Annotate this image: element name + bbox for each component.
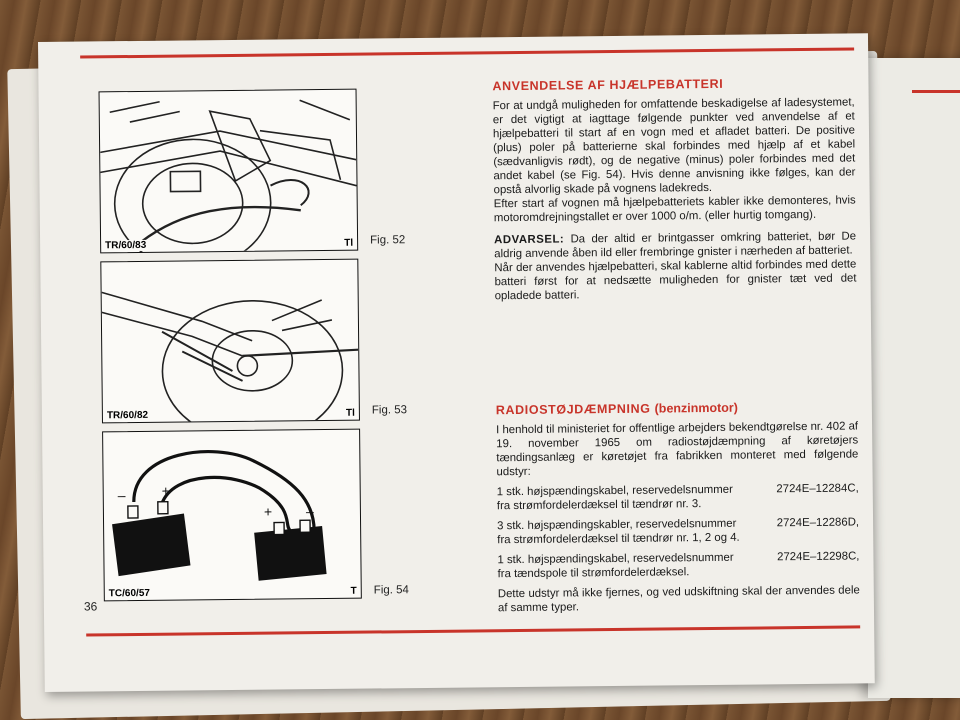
warning-text: Da der altid er brintgasser omkring batteriet, bør De aldrig anvende åben ild eller frembringe gnister i nærheden af batteriet. xyxy=(494,230,857,261)
warning-paragraph-2: Når der anvendes hjælpebatteri, skal kablerne altid forbindes med dette batteri først for at nedsætte muligheden for gnister tæt ved det opladede batteri. xyxy=(494,258,857,303)
figure-53-mark: Tl xyxy=(345,407,355,419)
section2-heading xyxy=(496,399,858,417)
right-page-edge xyxy=(868,58,960,698)
section2-heading-sub: (benzinmotor) xyxy=(654,400,739,416)
section-radiostoejdaempning xyxy=(496,399,860,615)
top-red-rule xyxy=(80,47,854,58)
jumper-cable-batteries-illustration xyxy=(103,430,361,601)
figure-54 xyxy=(102,429,362,602)
battery1-minus-sign: – xyxy=(117,487,126,504)
figure-52 xyxy=(99,89,359,254)
right-page-red-rule xyxy=(912,90,960,93)
part-2-text: 3 stk. højspændingskabler, reservedelsnummer xyxy=(497,517,737,533)
section2-intro: I henhold til ministeriet for offentlige arbejders bekendtgørelse nr. 402 af 19. november 1965 om radiostøjdæmpning af køretøjers tændingsanlæg er køretøjet fra fabrikken monteret med følgende udstyr: xyxy=(496,420,859,479)
battery2-plus-sign: + xyxy=(263,503,273,520)
section1-heading: ANVENDELSE AF HJÆLPEBATTERI xyxy=(492,76,724,94)
battery2-minus-sign: – xyxy=(305,503,314,520)
figure-54-mark: T xyxy=(350,585,357,597)
section-hjaelpebatteri xyxy=(492,75,856,303)
figure-52-code: TR/60/83 xyxy=(105,239,147,252)
part-3-detail: fra tændspole til strømfordelerdæksel. xyxy=(497,566,690,581)
section1-paragraph-2: Efter start af vognen må hjælpebatteriets kabler ikke demonteres, hvis motoromdrejningstallet er over 1000 o/m. (eller hurtig tomgang). xyxy=(493,194,856,225)
figure-54-caption: Fig. 54 xyxy=(373,584,409,597)
axle-cable-illustration-53 xyxy=(101,260,359,423)
manual-page xyxy=(38,33,875,692)
section2-closing: Dette udstyr må ikke fjernes, og ved udskiftning skal der anvendes dele af samme typer. xyxy=(497,584,860,615)
part-2-detail: fra strømfordelerdæksel til tændrør nr. 1, 2 og 4. xyxy=(497,531,740,547)
battery1-plus-sign: + xyxy=(161,482,170,499)
figure-53-caption: Fig. 53 xyxy=(371,404,408,417)
part-2-number: 2724E–12286D, xyxy=(776,516,860,530)
figure-53-code: TR/60/82 xyxy=(106,409,149,422)
part-1-detail: fra strømfordelerdæksel til tændrør nr. 3. xyxy=(496,498,702,513)
figure-54-code: TC/60/57 xyxy=(108,587,150,600)
bottom-red-rule xyxy=(86,625,860,636)
page-number: 36 xyxy=(83,599,98,614)
figure-52-caption: Fig. 52 xyxy=(370,234,406,247)
section2-heading-title: RADIOSTØJDÆMPNING xyxy=(495,401,651,418)
part-3-text: 1 stk. højspændingskabel, reservedelsnummer xyxy=(497,551,734,567)
part-1-number: 2724E–12284C, xyxy=(776,482,859,496)
part-3-number: 2724E–12298C, xyxy=(777,550,860,564)
axle-cable-illustration-52 xyxy=(100,90,358,253)
figure-52-mark: Tl xyxy=(344,237,354,249)
warning-label: ADVARSEL: xyxy=(494,233,565,247)
part-1-text: 1 stk. højspændingskabel, reservedelsnummer xyxy=(496,483,733,499)
figure-53 xyxy=(100,259,360,424)
warning-paragraph xyxy=(494,229,856,261)
section1-paragraph-1: For at undgå muligheden for omfattende beskadigelse af ladesystemet, er det vigtigt at iagttage følgende punkter ved anvendelse af et hjælpebatteri til start af en vogn med et afladet batteri. De positive (plus) poler på batterierne skal forbindes med hjælp af et kabel (sædvanligvis rødt), og de negative (minus) poler forbindes med det andet kabel (se Fig. 54). Hvis denne anvisning ikke følges, kan der opstå alvorlig skade på vognens ladekreds. xyxy=(492,96,856,197)
